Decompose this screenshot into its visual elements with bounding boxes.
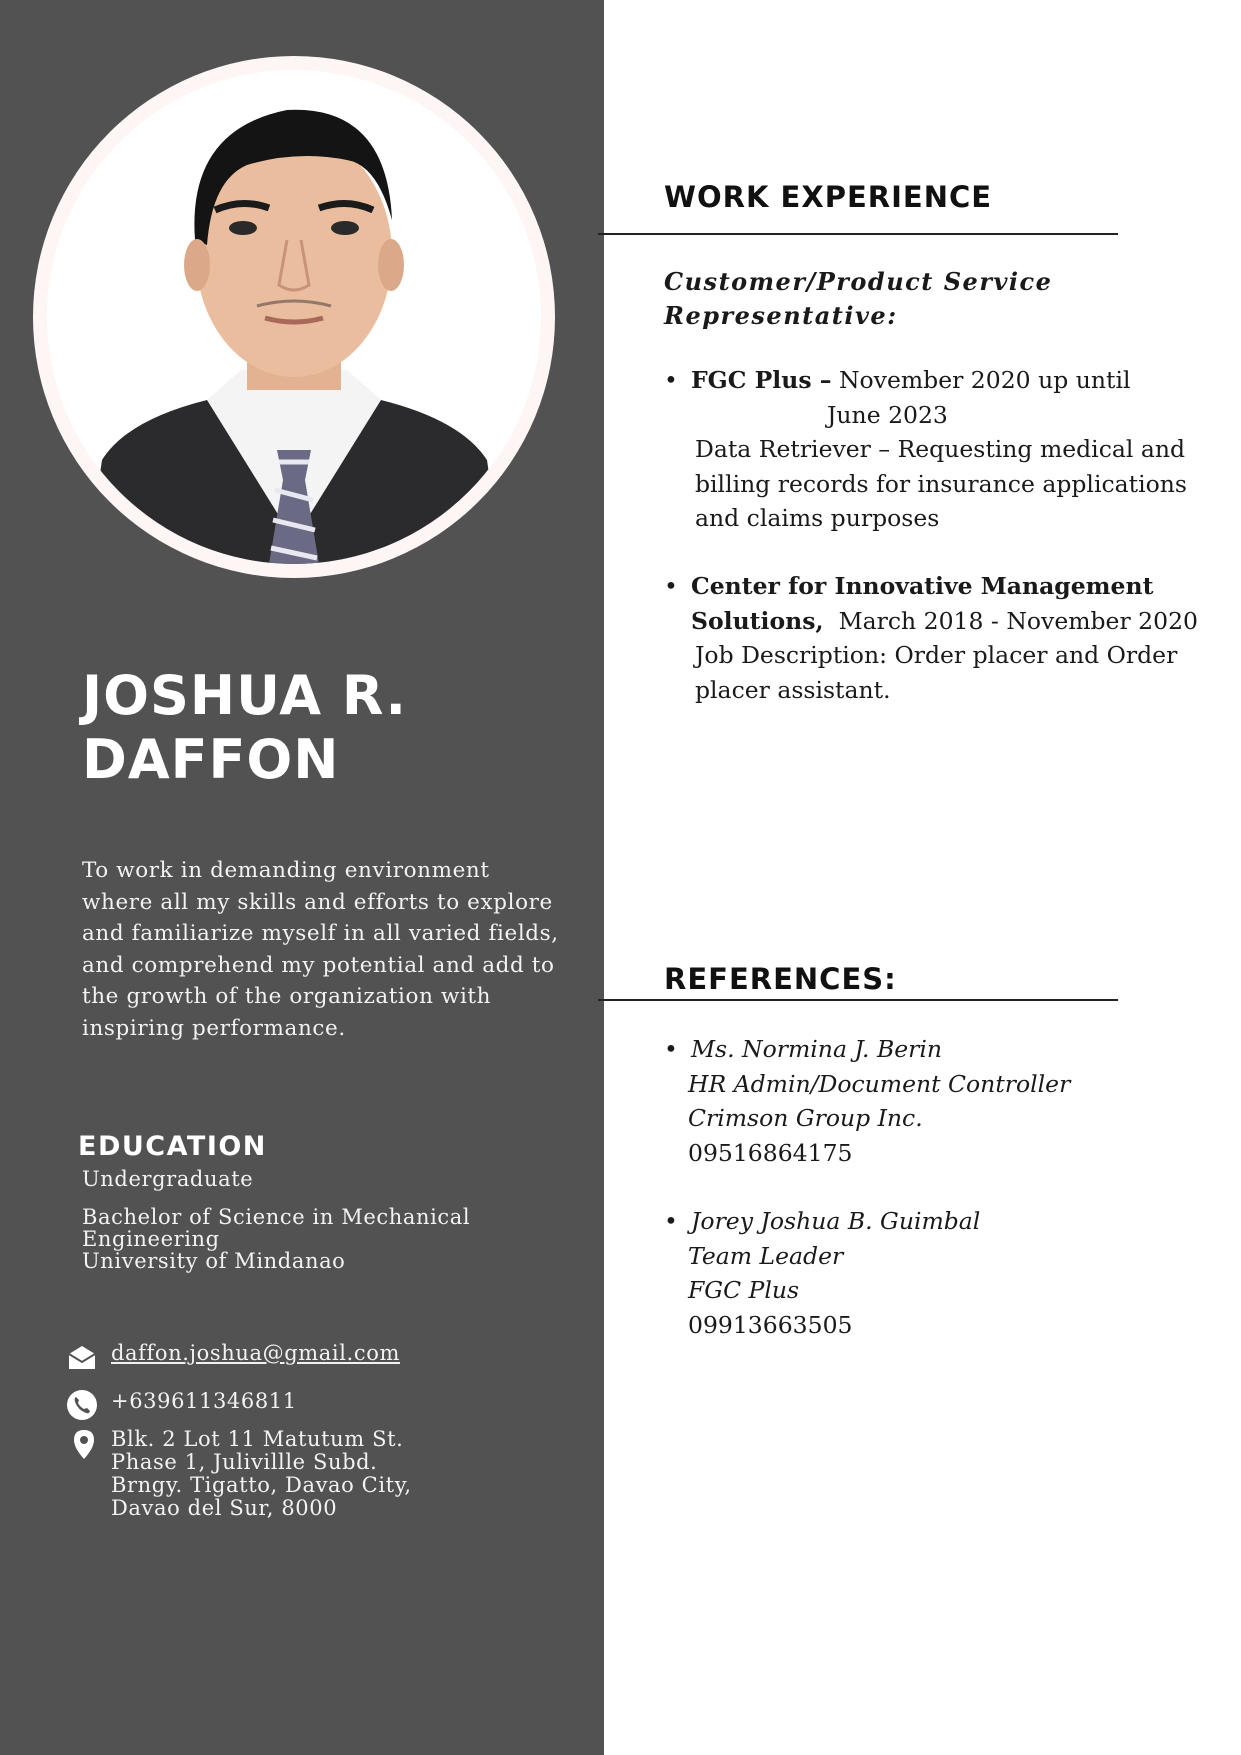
school-name: University of Mindanao bbox=[82, 1249, 346, 1273]
reference-company: Crimson Group Inc. bbox=[688, 1104, 923, 1132]
reference-title: Team Leader bbox=[688, 1241, 844, 1270]
bullet: • bbox=[664, 366, 678, 394]
career-objective: To work in demanding environment where all my skills and efforts to explore and familiarize myself in all varied fields, and comprehend my potential and add to the growth of the organization with inspiring performance. bbox=[82, 858, 559, 1041]
references-heading: REFERENCES: bbox=[664, 962, 897, 996]
company-name-line-2: Solutions, bbox=[691, 606, 824, 635]
entry-period: March 2018 - November 2020 bbox=[838, 606, 1198, 635]
reference-title: HR Admin/Document Controller bbox=[688, 1069, 1071, 1098]
reference-name: Ms. Normina J. Berin bbox=[691, 1035, 943, 1063]
entry-header bbox=[691, 604, 1198, 639]
profile-photo bbox=[33, 56, 555, 578]
profile-photo-inner bbox=[47, 70, 541, 564]
bullet: • bbox=[664, 1207, 678, 1235]
map-pin-icon bbox=[68, 1428, 100, 1460]
references-divider bbox=[598, 999, 1118, 1001]
entry-period: November 2020 up until bbox=[838, 366, 1131, 394]
work-experience-heading: WORK EXPERIENCE bbox=[664, 180, 993, 214]
work-divider bbox=[598, 233, 1118, 235]
name-line-1: JOSHUA R. bbox=[82, 664, 407, 727]
education-heading: EDUCATION bbox=[78, 1131, 267, 1162]
address-line-2: Phase 1, Julivillle Subd. bbox=[111, 1450, 378, 1474]
phone-number[interactable]: +639611346811 bbox=[111, 1389, 297, 1413]
entry-description-line: Job Description: Order placer and Order bbox=[695, 641, 1178, 669]
address-line-3: Brngy. Tigatto, Davao City, bbox=[111, 1473, 412, 1497]
degree-line-2: Engineering bbox=[82, 1227, 220, 1251]
reference-name: Jorey Joshua B. Guimbal bbox=[691, 1207, 981, 1235]
entry-description-line: Data Retriever – Requesting medical and bbox=[695, 435, 1186, 463]
reference-company: FGC Plus bbox=[688, 1276, 800, 1304]
education-degree bbox=[82, 1206, 582, 1272]
address-line-4: Davao del Sur, 8000 bbox=[111, 1496, 338, 1520]
bullet: • bbox=[664, 1035, 678, 1063]
email-link[interactable]: daffon.joshua@gmail.com bbox=[111, 1341, 400, 1365]
entry-description-line: placer assistant. bbox=[695, 675, 891, 704]
full-name bbox=[82, 664, 582, 792]
company-name: FGC Plus – bbox=[691, 366, 832, 394]
entry-period-continued: June 2023 bbox=[827, 400, 948, 429]
degree-line-1: Bachelor of Science in Mechanical bbox=[82, 1205, 471, 1229]
job-title bbox=[664, 265, 1164, 333]
reference-phone: 09913663505 bbox=[688, 1310, 853, 1339]
entry-description-line: billing records for insurance applications bbox=[695, 469, 1187, 498]
address-text bbox=[111, 1428, 412, 1520]
name-line-2: DAFFON bbox=[82, 728, 340, 791]
company-name-line-1: Center for Innovative Management bbox=[691, 572, 1154, 600]
sidebar bbox=[0, 0, 604, 1755]
job-title-line-2: Representative: bbox=[664, 301, 898, 330]
phone-icon bbox=[66, 1389, 98, 1421]
entry-description-line: and claims purposes bbox=[695, 504, 940, 532]
address-line-1: Blk. 2 Lot 11 Matutum St. bbox=[111, 1427, 404, 1451]
entry-header bbox=[691, 363, 1130, 398]
reference-phone: 09516864175 bbox=[688, 1138, 853, 1167]
person-silhouette-icon bbox=[47, 70, 541, 564]
education-level: Undergraduate bbox=[82, 1167, 254, 1191]
bullet: • bbox=[664, 572, 678, 600]
company-name bbox=[691, 569, 1153, 604]
job-title-line-1: Customer/Product Service bbox=[664, 267, 1053, 296]
envelope-icon bbox=[66, 1341, 98, 1373]
